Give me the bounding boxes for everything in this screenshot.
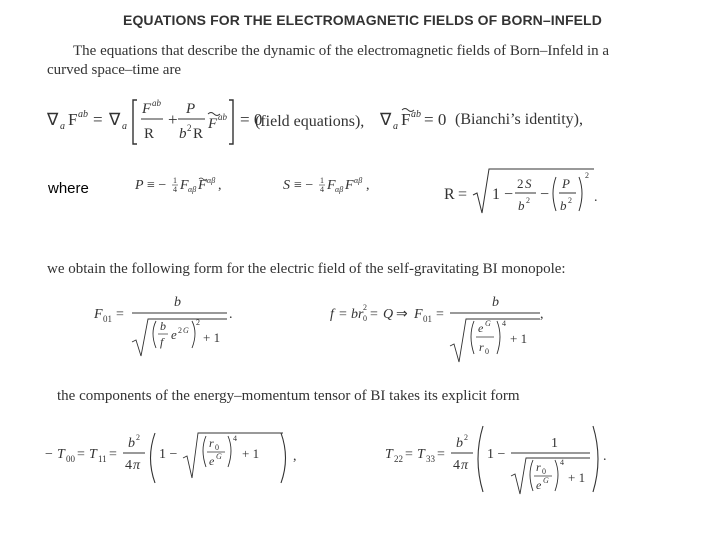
svg-text:∇: ∇ bbox=[109, 110, 121, 129]
svg-text:αβ: αβ bbox=[207, 176, 216, 185]
svg-text:+ 1: + 1 bbox=[242, 446, 260, 461]
svg-text:0: 0 bbox=[215, 443, 219, 452]
svg-text:1 −: 1 − bbox=[487, 447, 506, 462]
intro-line-1: The equations that describe the dynamic of the electromagnetic fields of Born–Infeld in a bbox=[73, 43, 610, 59]
svg-text:= 0: = 0 bbox=[424, 110, 447, 129]
svg-text:a: a bbox=[60, 121, 65, 132]
svg-text:.: . bbox=[229, 307, 233, 322]
svg-text:≡ −: ≡ − bbox=[147, 178, 167, 193]
svg-text:2: 2 bbox=[526, 196, 530, 205]
svg-text:0: 0 bbox=[542, 467, 546, 476]
svg-text:2: 2 bbox=[178, 326, 182, 335]
svg-text:F: F bbox=[401, 110, 411, 129]
svg-text:=: = bbox=[437, 447, 445, 462]
svg-text:F: F bbox=[208, 116, 218, 132]
svg-text:P: P bbox=[562, 176, 570, 191]
svg-text:=: = bbox=[339, 307, 347, 322]
svg-text:P: P bbox=[135, 178, 144, 193]
svg-text:F: F bbox=[68, 110, 78, 129]
svg-text:T: T bbox=[89, 447, 97, 462]
svg-text:αβ: αβ bbox=[335, 185, 344, 194]
svg-text:αβ: αβ bbox=[354, 176, 363, 185]
f-q-equation bbox=[330, 290, 550, 365]
svg-text:F: F bbox=[180, 178, 189, 193]
svg-text:33: 33 bbox=[426, 454, 435, 464]
svg-text:≡ −: ≡ − bbox=[294, 178, 314, 193]
r-definition bbox=[444, 165, 604, 220]
svg-text:br: br bbox=[351, 307, 364, 322]
svg-text:T: T bbox=[417, 447, 425, 462]
svg-text:F: F bbox=[94, 307, 103, 322]
svg-text:e: e bbox=[536, 478, 542, 492]
svg-text:22: 22 bbox=[394, 454, 403, 464]
svg-text:=: = bbox=[458, 186, 468, 203]
svg-text:1: 1 bbox=[551, 436, 558, 451]
svg-text:2: 2 bbox=[517, 176, 524, 191]
svg-text:+ 1: + 1 bbox=[510, 331, 528, 346]
svg-text:0: 0 bbox=[485, 347, 489, 356]
svg-text:11: 11 bbox=[98, 454, 107, 464]
svg-text:f: f bbox=[330, 307, 334, 322]
svg-text:,: , bbox=[540, 307, 544, 322]
slide-title: EQUATIONS FOR THE ELECTROMAGNETIC FIELDS OF BORN–INFELD bbox=[123, 12, 602, 28]
svg-text:4: 4 bbox=[560, 458, 564, 467]
svg-text:G: G bbox=[485, 319, 491, 328]
svg-text:,: , bbox=[293, 449, 297, 464]
bianchi-label: (Bianchi’s identity), bbox=[455, 111, 583, 128]
svg-text:b: b bbox=[492, 295, 499, 310]
svg-text:2: 2 bbox=[196, 318, 200, 327]
svg-text:−: − bbox=[540, 186, 550, 203]
svg-text:T: T bbox=[385, 447, 393, 462]
svg-text:2: 2 bbox=[187, 123, 192, 133]
svg-text:b: b bbox=[456, 436, 463, 451]
svg-text:=: = bbox=[370, 307, 378, 322]
svg-text:2: 2 bbox=[568, 196, 572, 205]
monopole-text: we obtain the following form for the electric field of the self-gravitating BI monopole: bbox=[47, 261, 566, 277]
svg-text:+: + bbox=[168, 110, 178, 129]
svg-text:∇: ∇ bbox=[47, 110, 59, 129]
svg-text:b: b bbox=[174, 295, 181, 310]
bianchi-equation bbox=[378, 100, 448, 140]
svg-text:f: f bbox=[160, 335, 164, 349]
s-definition bbox=[283, 170, 393, 200]
svg-text:4: 4 bbox=[320, 185, 324, 194]
svg-text:Q: Q bbox=[383, 307, 394, 322]
svg-text:G: G bbox=[183, 326, 189, 335]
svg-text:.: . bbox=[594, 190, 598, 205]
svg-text:=: = bbox=[77, 447, 85, 462]
t22-t33-equation bbox=[385, 422, 615, 497]
tensor-text: the components of the energy–momentum tensor of BI takes its explicit form bbox=[57, 388, 520, 404]
svg-text:01: 01 bbox=[103, 314, 112, 324]
svg-text:01: 01 bbox=[423, 314, 432, 324]
svg-text:b: b bbox=[179, 126, 187, 142]
svg-text:∇: ∇ bbox=[380, 110, 392, 129]
svg-text:=: = bbox=[405, 447, 413, 462]
svg-text:0: 0 bbox=[363, 314, 367, 323]
svg-text:1: 1 bbox=[320, 176, 324, 185]
svg-text:a: a bbox=[393, 121, 398, 132]
svg-text:=: = bbox=[93, 110, 103, 129]
svg-text:π: π bbox=[133, 458, 141, 473]
svg-text:,: , bbox=[218, 178, 222, 193]
svg-text:e: e bbox=[209, 454, 215, 468]
svg-text:e: e bbox=[478, 321, 484, 335]
svg-text:F: F bbox=[345, 178, 354, 193]
svg-text:r: r bbox=[479, 340, 484, 354]
svg-text:G: G bbox=[543, 476, 549, 485]
svg-text:ab: ab bbox=[152, 98, 161, 108]
svg-text:= 0: = 0 bbox=[240, 110, 263, 129]
svg-text:b: b bbox=[160, 319, 166, 333]
svg-text:F: F bbox=[327, 178, 336, 193]
svg-text:=: = bbox=[116, 307, 124, 322]
field-equations-label: (field equations), bbox=[255, 113, 365, 130]
svg-text:R: R bbox=[193, 126, 204, 142]
svg-text:,: , bbox=[366, 178, 370, 193]
svg-text:S: S bbox=[283, 178, 290, 193]
svg-text:4: 4 bbox=[233, 434, 237, 443]
svg-text:⇒: ⇒ bbox=[396, 307, 408, 322]
svg-text:=: = bbox=[436, 307, 444, 322]
svg-text:4: 4 bbox=[125, 458, 132, 473]
where-label: where bbox=[48, 180, 89, 197]
svg-text:R: R bbox=[444, 186, 455, 203]
svg-text:F: F bbox=[142, 101, 152, 117]
svg-text:ab: ab bbox=[218, 112, 227, 122]
svg-text:4: 4 bbox=[502, 319, 506, 328]
svg-text:00: 00 bbox=[66, 454, 75, 464]
svg-text:2: 2 bbox=[464, 433, 468, 442]
svg-text:2: 2 bbox=[585, 171, 589, 180]
svg-text:e: e bbox=[171, 327, 177, 342]
svg-text:π: π bbox=[461, 458, 469, 473]
f01-equation bbox=[92, 290, 242, 360]
svg-text:b: b bbox=[128, 436, 135, 451]
svg-text:αβ: αβ bbox=[188, 185, 197, 194]
svg-text:1: 1 bbox=[173, 176, 177, 185]
svg-text:1 −: 1 − bbox=[492, 186, 514, 203]
svg-text:+ 1: + 1 bbox=[203, 330, 221, 345]
svg-text:r: r bbox=[209, 436, 214, 450]
svg-text:S: S bbox=[525, 176, 532, 191]
svg-text:2: 2 bbox=[136, 433, 140, 442]
svg-text:r: r bbox=[536, 460, 541, 474]
svg-text:F: F bbox=[198, 178, 207, 193]
svg-text:R: R bbox=[144, 126, 155, 142]
intro-line-2: curved space–time are bbox=[47, 62, 182, 78]
svg-text:G: G bbox=[216, 452, 222, 461]
svg-text:ab: ab bbox=[78, 109, 88, 120]
svg-text:+ 1: + 1 bbox=[568, 470, 586, 485]
svg-text:4: 4 bbox=[173, 185, 177, 194]
svg-text:b: b bbox=[560, 198, 567, 213]
svg-text:−: − bbox=[45, 447, 53, 462]
svg-text:4: 4 bbox=[453, 458, 460, 473]
t00-t11-equation bbox=[45, 428, 310, 493]
svg-text:P: P bbox=[186, 101, 196, 117]
svg-text:.: . bbox=[603, 449, 607, 464]
svg-text:1 −: 1 − bbox=[159, 447, 178, 462]
svg-text:2: 2 bbox=[363, 303, 367, 312]
svg-text:=: = bbox=[109, 447, 117, 462]
svg-text:b: b bbox=[518, 198, 525, 213]
svg-text:ab: ab bbox=[411, 109, 421, 120]
p-definition bbox=[135, 170, 245, 200]
svg-text:a: a bbox=[122, 121, 127, 132]
svg-text:F: F bbox=[414, 307, 423, 322]
svg-text:T: T bbox=[57, 447, 65, 462]
